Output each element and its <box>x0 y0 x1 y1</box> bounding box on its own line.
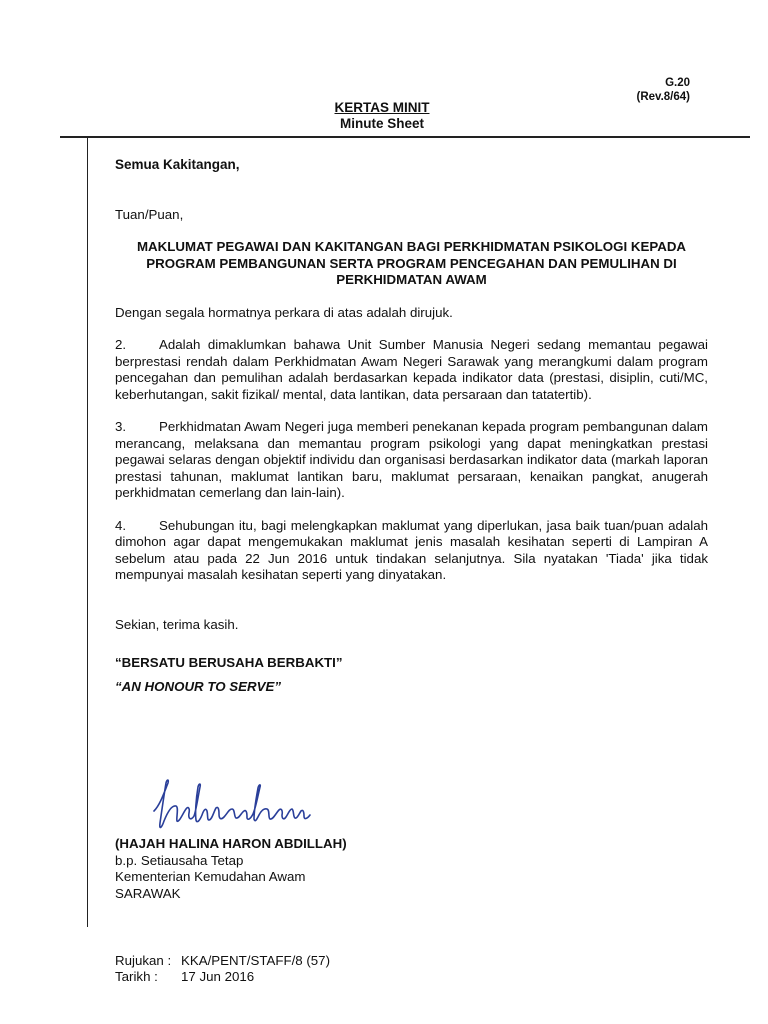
motto-malay: “BERSATU BERUSAHA BERBAKTI” <box>115 655 343 670</box>
greeting: Semua Kakitangan, <box>115 157 240 172</box>
paragraph-4 <box>115 518 708 584</box>
paragraph-2 <box>115 337 708 403</box>
handwritten-signature <box>150 775 320 837</box>
closing: Sekian, terima kasih. <box>115 616 239 632</box>
reference-block <box>115 953 330 985</box>
paragraph-3 <box>115 419 708 502</box>
paragraph-number: 2. <box>115 337 127 352</box>
header-rule <box>60 136 750 138</box>
signer-state: SARAWAK <box>115 885 181 901</box>
signer-ministry: Kementerian Kemudahan Awam <box>115 869 306 884</box>
paragraph-1 <box>115 305 708 322</box>
form-code-revision: (Rev.8/64) <box>636 91 690 103</box>
document-title: KERTAS MINIT <box>334 100 430 115</box>
signer-name: (HAJAH HALINA HARON ABDILLAH) <box>115 836 347 851</box>
margin-line <box>87 137 88 927</box>
salutation: Tuan/Puan, <box>115 206 184 222</box>
form-code-number: G.20 <box>665 77 690 89</box>
subject-heading: MAKLUMAT PEGAWAI DAN KAKITANGAN BAGI PERKHIDMATAN PSIKOLOGI KEPADA PROGRAM PEMBANGUNAN SERTA PROGRAM PENCEGAHAN DAN PEMULIHAN DI PERKHIDMATAN AWAM <box>136 239 687 287</box>
paragraph-text: Adalah dimaklumkan bahawa Unit Sumber Manusia Negeri sedang memantau pegawai berprestasi rendah dalam Perkhidmatan Awam Negeri Sarawak yang merangkumi dalam program pencegahan dan pemulihan adalah berdasarkan kepada indikator data (prestasi, disiplin, cuti/MC, keberhutangan, sakit fizikal/ mental, data lantikan, data persaraan dan tatatertib). <box>115 337 708 402</box>
paragraph-text: Perkhidmatan Awam Negeri juga memberi penekanan kepada program pembangunan dalam merancang, melaksana dan memantau program psikologi yang dapat meningkatkan prestasi pegawai selaras dengan objektif individu dan organisasi berdasarkan indikator data (markah laporan prestasi tahunan, maklumat lantikan baru, maklumat persaraan, kenaikan pangkat, anugerah perkhidmatan cemerlang dan lain-lain). <box>115 419 708 500</box>
date-line <box>115 969 330 985</box>
signer-block <box>115 836 347 902</box>
paragraph-text: Dengan segala hormatnya perkara di atas adalah dirujuk. <box>115 304 453 320</box>
letter-body <box>115 157 708 695</box>
reference-line <box>115 953 330 969</box>
signer-position: b.p. Setiausaha Tetap <box>115 852 244 868</box>
date-value: 17 Jun 2016 <box>181 969 255 984</box>
paragraph-number: 3. <box>115 419 127 434</box>
reference-value: KKA/PENT/STAFF/8 (57) <box>181 953 331 968</box>
date-label: Tarikh : <box>115 969 158 984</box>
paragraph-text: Sehubungan itu, bagi melengkapkan maklumat yang diperlukan, jasa baik tuan/puan adalah dimohon agar dapat mengemukakan maklumat jenis masalah kesihatan seperti di Lampiran A sebelum atau pada 22 Jun 2016 untuk tindakan selanjutnya. Sila nyatakan 'Tiada' jika tidak mempunyai masalah kesihatan seperti yang dinyatakan. <box>115 517 708 582</box>
reference-label: Rujukan : <box>115 953 172 968</box>
document-subtitle: Minute Sheet <box>339 116 424 131</box>
document-header <box>0 100 768 131</box>
motto-english: “AN HONOUR TO SERVE” <box>115 678 281 694</box>
paragraph-number: 4. <box>115 517 127 533</box>
